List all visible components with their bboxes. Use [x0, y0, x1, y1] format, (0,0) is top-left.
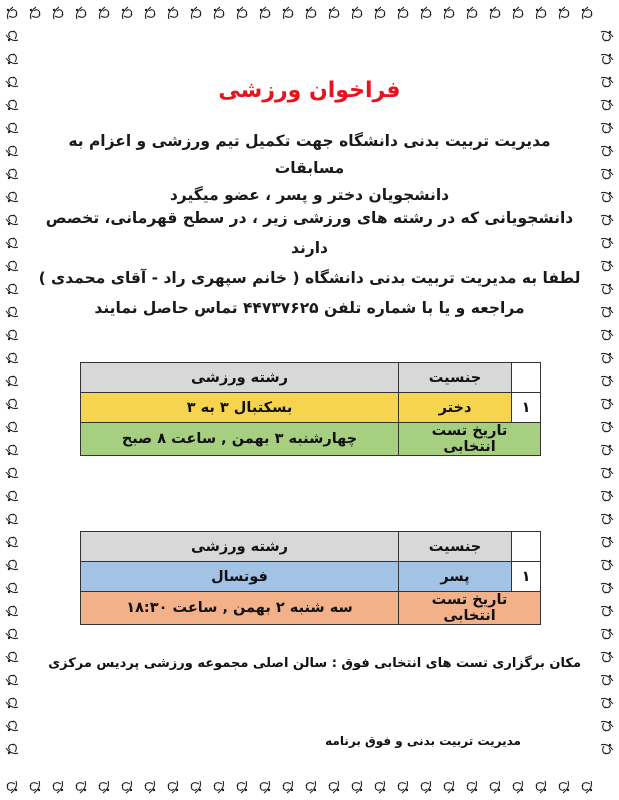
border-ornament	[6, 100, 18, 110]
border-ornament	[467, 7, 477, 19]
body-line-3: مراجعه و یا با شماره تلفن ۴۴۷۳۷۶۲۵ تماس حاصل نمایند	[94, 299, 525, 317]
intro-paragraph	[38, 128, 581, 209]
border-ornament	[352, 7, 362, 19]
header-sport-cell: رشته ورزشی	[81, 532, 399, 562]
border-ornament	[601, 146, 613, 156]
border-ornament	[601, 284, 613, 294]
border-ornament	[237, 7, 247, 19]
border-ornament	[6, 169, 18, 179]
border-ornament	[6, 537, 18, 547]
border-ornament	[329, 781, 339, 793]
border-ornament	[601, 123, 613, 133]
header-number-cell	[512, 363, 541, 393]
page-title: فراخوان ورزشی	[218, 78, 401, 103]
gender-cell: پسر	[399, 562, 512, 592]
body-paragraph	[38, 203, 581, 323]
border-ornament	[513, 7, 523, 19]
border-ornament	[398, 781, 408, 793]
border-ornament	[122, 781, 132, 793]
border-ornament	[145, 781, 155, 793]
row-number-cell: ۱	[512, 393, 541, 423]
border-ornament	[601, 629, 613, 639]
border-ornament	[7, 7, 17, 19]
intro-line-2: دانشجویان دختر و پسر ، عضو میگیرد	[169, 186, 450, 204]
header-sport-cell: رشته ورزشی	[81, 363, 399, 393]
border-ornament	[601, 606, 613, 616]
border-ornament	[76, 7, 86, 19]
border-ornament	[375, 781, 385, 793]
border-ornament	[6, 77, 18, 87]
border-ornament	[145, 7, 155, 19]
border-ornament	[536, 781, 546, 793]
futsal-table	[80, 531, 541, 625]
table-row	[81, 562, 541, 592]
border-ornament	[6, 192, 18, 202]
header-gender-cell: جنسیت	[399, 363, 512, 393]
border-ornament	[601, 330, 613, 340]
border-ornament	[53, 7, 63, 19]
border-ornament	[601, 376, 613, 386]
border-ornament	[601, 54, 613, 64]
gender-cell: دختر	[399, 393, 512, 423]
border-ornament	[601, 261, 613, 271]
border-ornament	[6, 54, 18, 64]
sport-cell: فوتسال	[81, 562, 399, 592]
border-ornament	[168, 7, 178, 19]
date-value-cell: چهارشنبه ۳ بهمن , ساعت ۸ صبح	[81, 423, 399, 456]
table-row	[81, 393, 541, 423]
border-ornament	[260, 7, 270, 19]
border-ornament	[582, 7, 592, 19]
border-ornament	[490, 781, 500, 793]
table-header-row	[81, 363, 541, 393]
border-ornament	[536, 7, 546, 19]
body-line-2: لطفا به مدیریت تربیت بدنی دانشگاه ( خانم سپهری راد - آقای محمدی )	[38, 269, 581, 287]
border-ornament	[601, 491, 613, 501]
border-ornament	[601, 192, 613, 202]
border-ornament	[421, 7, 431, 19]
border-ornament	[6, 675, 18, 685]
border-ornament	[6, 399, 18, 409]
border-ornament	[444, 7, 454, 19]
border-ornament	[6, 422, 18, 432]
border-ornament	[6, 606, 18, 616]
border-ornament	[6, 721, 18, 731]
border-ornament	[99, 781, 109, 793]
border-ornament	[601, 169, 613, 179]
border-ornament	[559, 7, 569, 19]
border-ornament	[6, 146, 18, 156]
border-ornament	[6, 215, 18, 225]
border-ornament	[191, 7, 201, 19]
table-header-row	[81, 532, 541, 562]
row-number-cell: ۱	[512, 562, 541, 592]
border-ornament	[398, 7, 408, 19]
border-ornament	[260, 781, 270, 793]
border-ornament	[6, 445, 18, 455]
border-ornament	[6, 744, 18, 754]
border-ornament	[421, 781, 431, 793]
border-ornament	[306, 781, 316, 793]
border-ornament	[283, 781, 293, 793]
border-ornament	[6, 468, 18, 478]
border-ornament	[6, 353, 18, 363]
border-ornament	[53, 781, 63, 793]
signature: مدیریت تربیت بدنی و فوق برنامه	[325, 734, 521, 748]
border-ornament	[6, 583, 18, 593]
border-ornament	[6, 307, 18, 317]
border-ornament	[601, 307, 613, 317]
border-ornament	[122, 7, 132, 19]
border-ornament	[444, 781, 454, 793]
border-ornament	[601, 537, 613, 547]
border-ornament	[601, 698, 613, 708]
border-ornament	[601, 468, 613, 478]
border-ornament	[6, 698, 18, 708]
basketball-table	[80, 362, 541, 456]
border-ornament	[168, 781, 178, 793]
border-ornament	[6, 652, 18, 662]
border-ornament	[99, 7, 109, 19]
border-ornament	[214, 7, 224, 19]
border-ornament	[76, 781, 86, 793]
border-ornament	[237, 781, 247, 793]
border-ornament	[6, 261, 18, 271]
border-ornament	[6, 31, 18, 41]
border-ornament	[352, 781, 362, 793]
border-ornament	[601, 583, 613, 593]
border-ornament	[306, 7, 316, 19]
location-note: مکان برگزاری تست های انتخابی فوق : سالن اصلی مجموعه ورزشی پردیس مرکزی	[48, 656, 581, 671]
border-ornament	[513, 781, 523, 793]
border-ornament	[601, 77, 613, 87]
header-number-cell	[512, 532, 541, 562]
border-ornament	[601, 238, 613, 248]
border-ornament	[601, 422, 613, 432]
border-ornament	[601, 353, 613, 363]
border-ornament	[6, 376, 18, 386]
border-ornament	[601, 215, 613, 225]
border-ornament	[375, 7, 385, 19]
border-ornament	[601, 675, 613, 685]
date-label-cell: تاریخ تست انتخابی	[399, 423, 541, 456]
border-ornament	[6, 238, 18, 248]
border-ornament	[214, 781, 224, 793]
border-ornament	[6, 123, 18, 133]
header-gender-cell: جنسیت	[399, 532, 512, 562]
border-ornament	[601, 744, 613, 754]
border-ornament	[559, 781, 569, 793]
table-date-row	[81, 592, 541, 625]
border-ornament	[6, 330, 18, 340]
border-ornament	[6, 629, 18, 639]
border-ornament	[601, 100, 613, 110]
border-ornament	[7, 781, 17, 793]
border-ornament	[6, 514, 18, 524]
body-line-1: دانشجویانی که در رشته های ورزشی زیر ، در سطح قهرمانی، تخصص دارند	[45, 209, 574, 257]
border-ornament	[490, 7, 500, 19]
border-ornament	[601, 31, 613, 41]
date-value-cell: سه شنبه ۲ بهمن , ساعت ۱۸:۳۰	[81, 592, 399, 625]
border-ornament	[601, 445, 613, 455]
border-ornament	[30, 7, 40, 19]
announcement-page	[38, 38, 581, 762]
border-ornament	[6, 284, 18, 294]
border-ornament	[6, 560, 18, 570]
border-ornament	[283, 7, 293, 19]
border-ornament	[601, 560, 613, 570]
border-ornament	[601, 399, 613, 409]
border-ornament	[601, 652, 613, 662]
table-date-row	[81, 423, 541, 456]
sport-cell: بسکتبال ۳ به ۳	[81, 393, 399, 423]
intro-line-1: مدیریت تربیت بدنی دانشگاه جهت تکمیل تیم ورزشی و اعزام به مسابقات	[68, 132, 551, 177]
border-ornament	[329, 7, 339, 19]
border-ornament	[601, 721, 613, 731]
border-ornament	[6, 491, 18, 501]
border-ornament	[467, 781, 477, 793]
border-ornament	[582, 781, 592, 793]
date-label-cell: تاریخ تست انتخابی	[399, 592, 541, 625]
border-ornament	[601, 514, 613, 524]
border-ornament	[191, 781, 201, 793]
border-ornament	[30, 781, 40, 793]
